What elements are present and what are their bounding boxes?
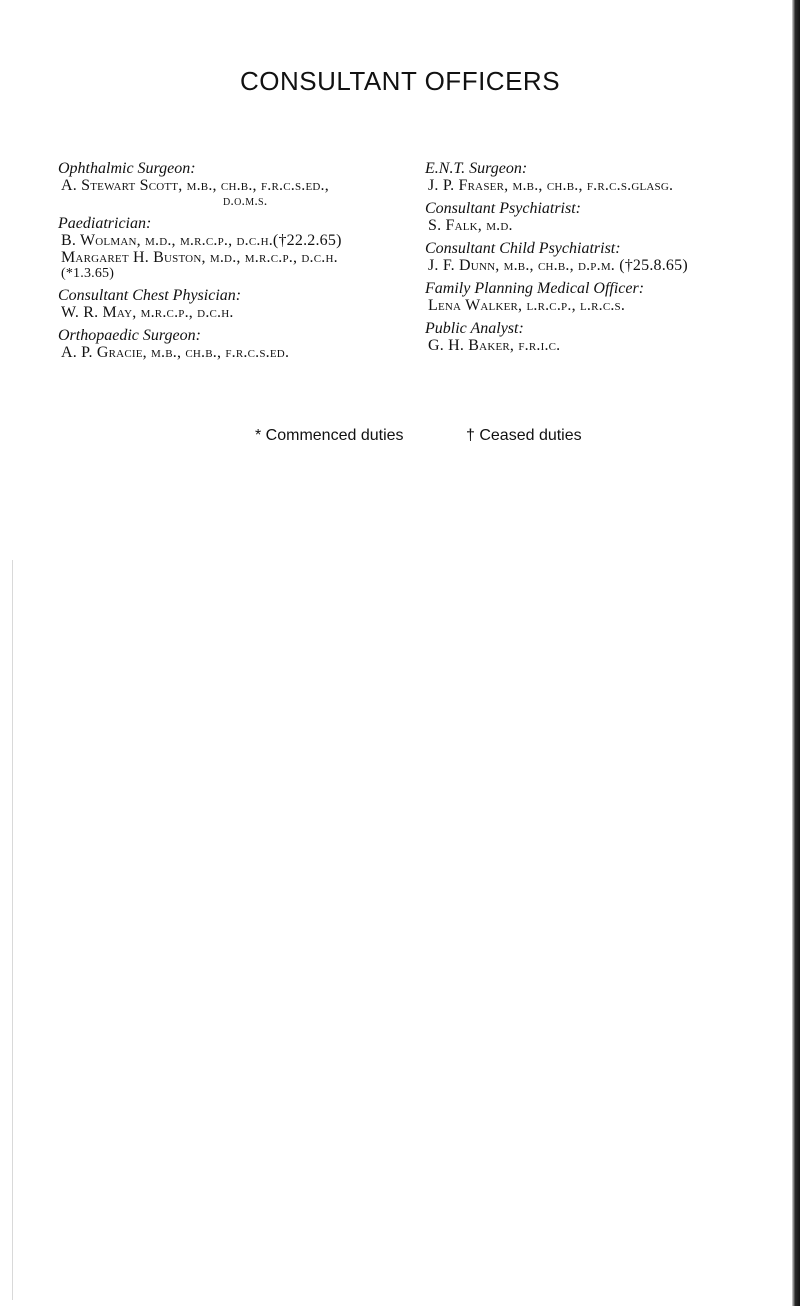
entry-ent-surgeon <box>425 160 765 194</box>
entry-consultant-psychiatrist <box>425 200 765 234</box>
page-edge-shadow <box>792 0 800 1306</box>
person-line: W. R. May, m.r.c.p., d.c.h. <box>61 304 234 321</box>
page-fold-shadow <box>12 560 13 1300</box>
person-line-continued: (*1.3.65) <box>61 266 115 281</box>
page-title: CONSULTANT OFFICERS <box>239 66 561 96</box>
entry-child-psychiatrist <box>425 240 765 274</box>
role-label: Public Analyst: <box>425 320 524 337</box>
role-label: Ophthalmic Surgeon: <box>58 160 196 177</box>
person-line: G. H. Baker, f.r.i.c. <box>428 337 561 354</box>
footnote-commenced: * Commenced duties <box>255 427 404 444</box>
role-label: Family Planning Medical Officer: <box>425 280 645 297</box>
person-line: A. Stewart Scott, m.b., ch.b., f.r.c.s.ed., <box>61 177 329 194</box>
person-line: Lena Walker, l.r.c.p., l.r.c.s. <box>428 297 626 314</box>
entry-orthopaedic-surgeon <box>58 327 413 361</box>
left-column <box>58 160 413 367</box>
person-line: S. Falk, m.d. <box>428 217 513 234</box>
role-label: Consultant Psychiatrist: <box>425 200 581 217</box>
entry-public-analyst <box>425 320 765 354</box>
right-column <box>425 160 765 360</box>
role-label: Paediatrician: <box>58 215 152 232</box>
person-line: B. Wolman, m.d., m.r.c.p., d.c.h.(†22.2.65) <box>61 232 342 249</box>
role-label: Consultant Chest Physician: <box>58 287 242 304</box>
person-line: J. P. Fraser, m.b., ch.b., f.r.c.s.glasg. <box>428 177 674 194</box>
role-label: Orthopaedic Surgeon: <box>58 327 201 344</box>
person-line: J. F. Dunn, m.b., ch.b., d.p.m. (†25.8.65) <box>428 257 688 274</box>
entry-family-planning-officer <box>425 280 765 314</box>
role-label: Consultant Child Psychiatrist: <box>425 240 621 257</box>
entry-ophthalmic-surgeon <box>58 160 413 209</box>
entry-chest-physician <box>58 287 413 321</box>
role-label: E.N.T. Surgeon: <box>425 160 528 177</box>
entry-paediatrician <box>58 215 413 281</box>
person-line: Margaret H. Buston, m.d., m.r.c.p., d.c.h. <box>61 249 338 266</box>
person-line: A. P. Gracie, m.b., ch.b., f.r.c.s.ed. <box>61 344 290 361</box>
person-line-continued: d.o.m.s. <box>223 194 268 209</box>
footnote-ceased: † Ceased duties <box>466 427 582 444</box>
